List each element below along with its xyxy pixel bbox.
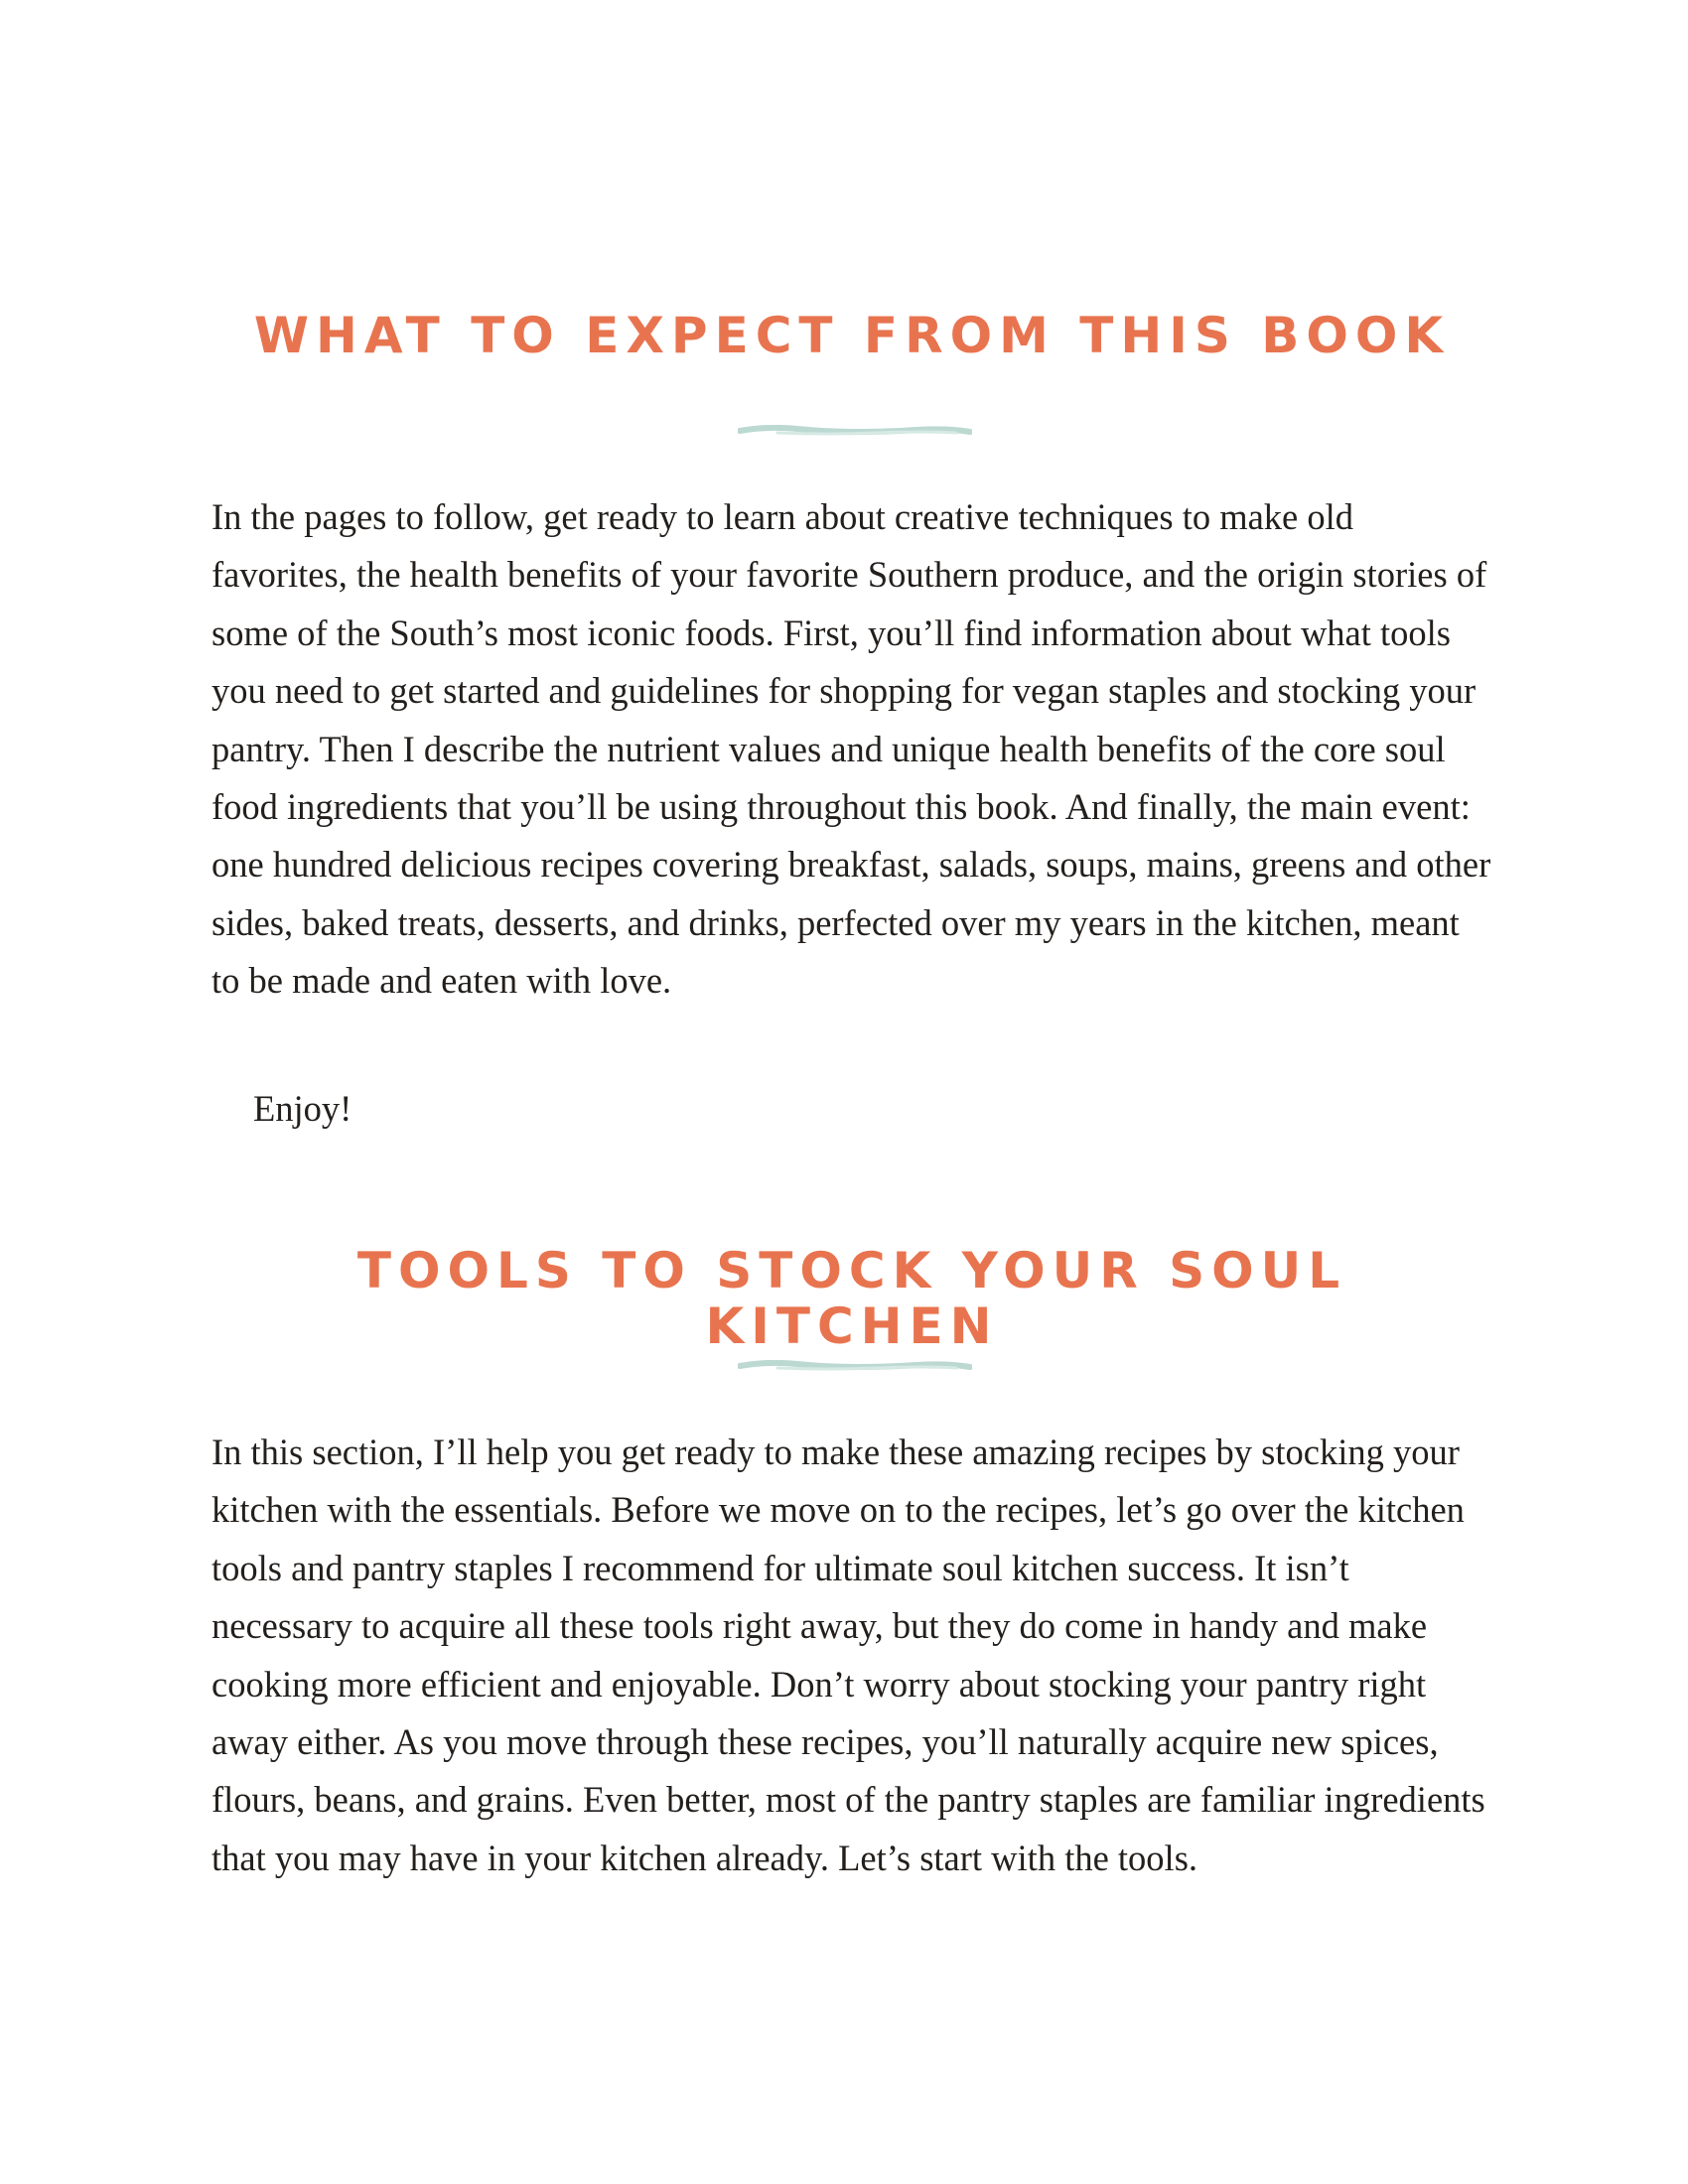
body-paragraph: In this section, I’ll help you get ready to make these amazing recipes by stocking your kitchen with the essentials. Before we move on to the recipes, let’s go over the kitchen tools and pantry staples I recommend for ultimate soul kitchen success. It isn’t necessary to acquire all these tools right away, but they do come in handy and make cooking more efficient and enjoyable. Don’t worry about stocking your pantry right away either. As you move through these recipes, you’ll naturally acquire new spices, flours, beans, and grains. Even better, most of the pantry staples are familiar ingredients that you may have in your kitchen already. Let’s start with the tools. [211,1432,1485,1878]
closing-line: Enjoy! [253,1088,352,1129]
brush-divider [738,425,972,437]
body-paragraph: In the pages to follow, get ready to learn about creative techniques to make old favorites, the health benefits of your favorite Southern produce, and the origin stories of some of the South’s most iconic foods. First, you’ll find information about what tools you need to get started and guidelines for shopping for vegan staples and stocking your pantry. Then I describe the nutrient values and unique health benefits of the core soul food ingredients that you’ll be using throughout this book. And finally, the main event: one hundred delicious recipes covering breakfast, salads, soups, mains, greens and other sides, baked treats, desserts, and drinks, perfected over my years in the kitchen, meant to be made and eaten with love. [211,496,1491,1002]
section-heading: TOOLS TO STOCK YOUR SOUL KITCHEN [356,1242,1347,1355]
section-heading: WHAT TO EXPECT FROM THIS BOOK [253,307,1451,364]
brush-divider [738,1360,972,1372]
